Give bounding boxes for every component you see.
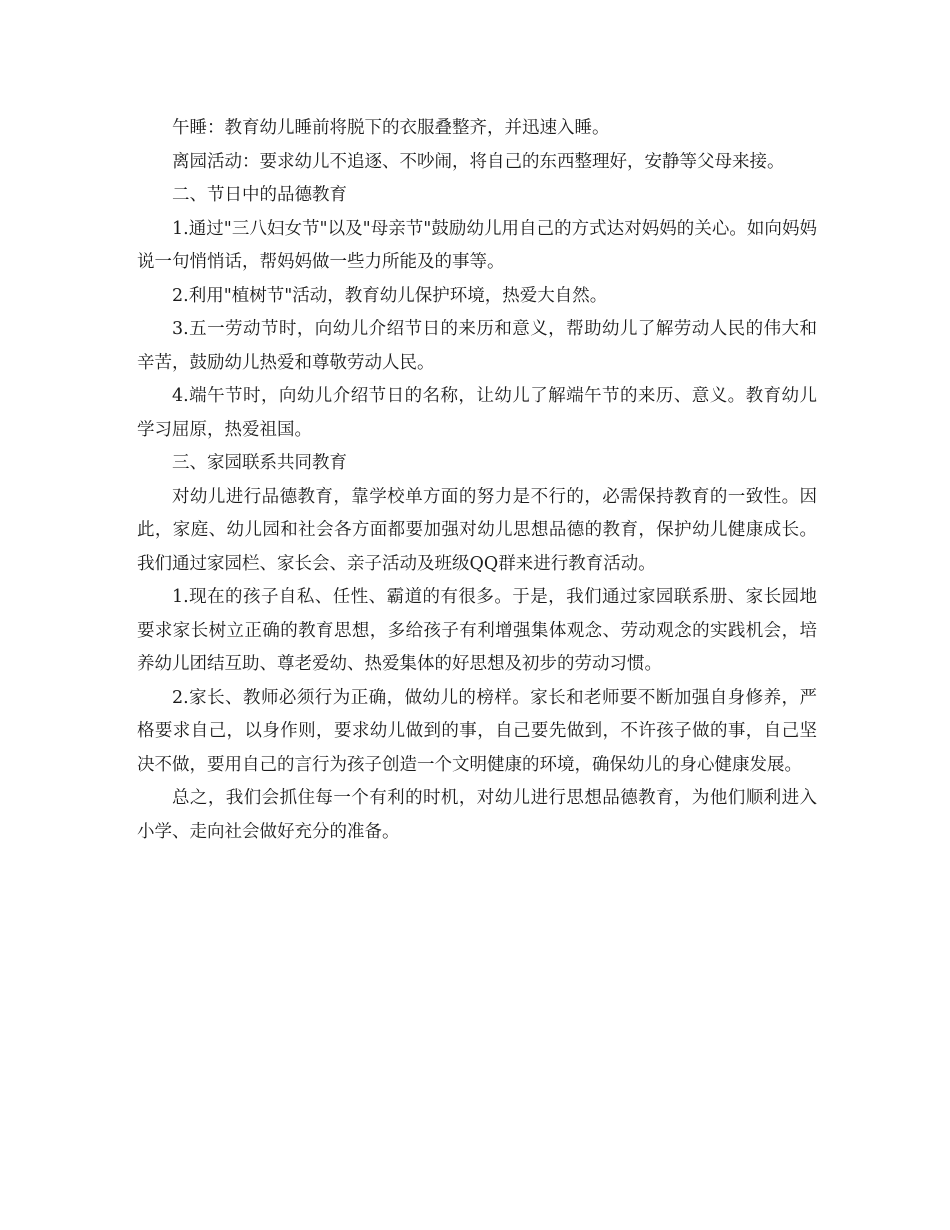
document-body [137, 112, 817, 849]
section-heading-festival-education: 二、节日中的品德教育 [172, 185, 347, 205]
paragraph-arbor-day: 2.利用"植树节"活动，教育幼儿保护环境，热爱大自然。 [172, 285, 608, 306]
paragraph-home-school-intro: 对幼儿进行品德教育，靠学校单方面的努力是不行的，必需保持教育的一致性。因此，家庭、幼儿园和社会各方面都要加强对幼儿思想品德的教育，保护幼儿健康成长。我们通过家园栏、家长会、亲子活动及班级QQ群来进行教育活动。 [137, 486, 817, 574]
paragraph-parent-guidance: 1.现在的孩子自私、任性、霸道的有很多。于是，我们通过家园联系册、家长园地要求家长树立正确的教育思想，多给孩子有利增强集体观念、劳动观念的实践机会，培养幼儿团结互助、尊老爱幼、热爱集体的好思想及初步的劳动习惯。 [137, 587, 817, 674]
paragraph-dragon-boat-festival: 4.端午节时，向幼儿介绍节日的名称，让幼儿了解端午节的来历、意义。教育幼儿学习屈原，热爱祖国。 [137, 386, 817, 440]
paragraph-conclusion: 总之，我们会抓住每一个有利的时机，对幼儿进行思想品德教育，为他们顺利进入小学、走向社会做好充分的准备。 [137, 788, 817, 842]
paragraph-nap: 午睡：教育幼儿睡前将脱下的衣服叠整齐，并迅速入睡。 [172, 118, 610, 138]
paragraph-labor-day: 3.五一劳动节时，向幼儿介绍节日的来历和意义，帮助幼儿了解劳动人民的伟大和辛苦，鼓励幼儿热爱和尊敬劳动人民。 [137, 319, 817, 373]
paragraph-leaving-activity: 离园活动：要求幼儿不追逐、不吵闹，将自己的东西整理好，安静等父母来接。 [172, 151, 785, 172]
paragraph-role-models: 2.家长、教师必须行为正确，做幼儿的榜样。家长和老师要不断加强自身修养，严格要求自己，以身作则，要求幼儿做到的事，自己要先做到，不许孩子做的事，自己坚决不做，要用自己的言行为孩子创造一个文明健康的环境，确保幼儿的身心健康发展。 [137, 687, 817, 775]
paragraph-womens-mothers-day: 1.通过"三八妇女节"以及"母亲节"鼓励幼儿用自己的方式达对妈妈的关心。如向妈妈说一句悄悄话，帮妈妈做一些力所能及的事等。 [137, 218, 817, 272]
section-heading-home-school-cooperation: 三、家园联系共同教育 [172, 453, 347, 473]
